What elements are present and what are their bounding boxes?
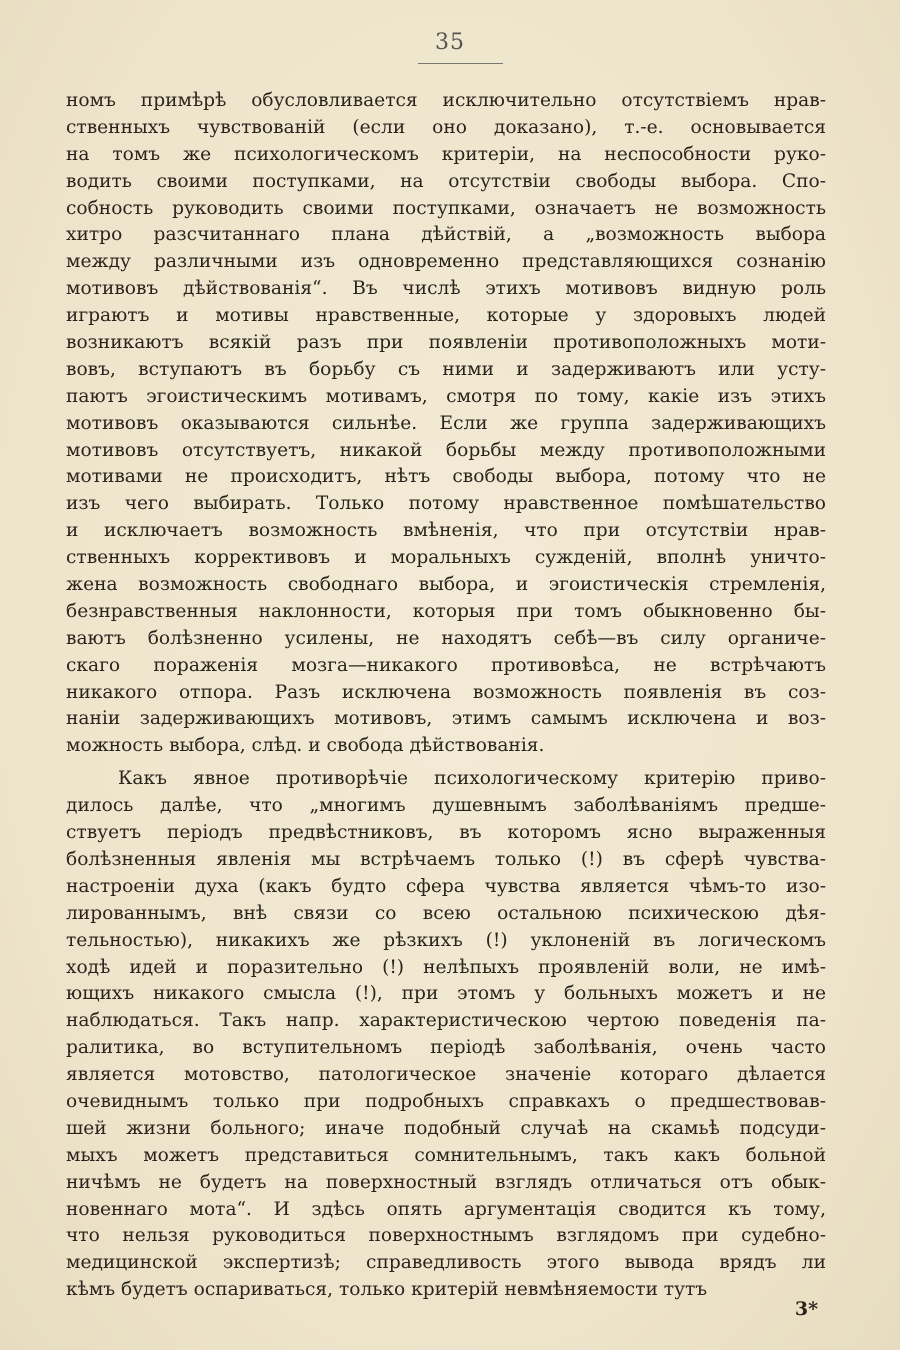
text-line: шей жизни больного; иначе подобный случаѣ на скамьѣ подсуди- — [66, 1117, 826, 1139]
text-line: мотивами не происходитъ, нѣтъ свободы выбора, потому что не — [66, 466, 826, 488]
text-line: можность выбора, слѣд. и свобода дѣйствованія. — [66, 735, 545, 757]
text-line: мотивовъ дѣйствованія“. Въ числѣ этихъ мотивовъ видную роль — [66, 278, 826, 300]
header-rule — [418, 63, 503, 64]
paragraph-1 — [66, 88, 826, 760]
text-line: ничѣмъ не будетъ на поверхностный взглядъ отличаться отъ обык- — [66, 1171, 826, 1193]
text-line: является мотовство, патологическое значеніе котораго дѣлается — [66, 1064, 826, 1086]
text-line: тельностью), никакихъ же рѣзкихъ (!) уклоненій въ логическомъ — [66, 929, 826, 951]
text-line: мотивовъ отсутствуетъ, никакой борьбы между противоположными — [66, 439, 826, 461]
text-line: настроеніи духа (какъ будто сфера чувства является чѣмъ-то изо- — [66, 875, 826, 897]
text-line: и исключаетъ возможность вмѣненія, что при отсутствіи нрав- — [66, 520, 826, 542]
text-line: Какъ явное противорѣчіе психологическому критерію приво- — [118, 768, 826, 790]
text-line: на томъ же психологическомъ критеріи, на неспособности руко- — [66, 143, 826, 165]
text-line: собность руководить своими поступками, означаетъ не возможность — [66, 197, 826, 219]
text-line: никакого отпора. Разъ исключена возможность появленія въ соз- — [66, 681, 826, 703]
text-line: водить своими поступками, на отсутствіи свободы выбора. Спо- — [66, 170, 826, 192]
text-line: медицинской экспертизѣ; справедливость этого вывода врядъ ли — [66, 1252, 826, 1274]
text-line: ственныхъ чувствованій (если оно доказано), т.-е. основывается — [66, 116, 826, 138]
text-line: изъ чего выбирать. Только потому нравственное помѣшательство — [66, 493, 826, 515]
text-line: ющихъ никакого смысла (!), при этомъ у больныхъ можетъ и не — [66, 983, 826, 1005]
text-line: жена возможность свободнаго выбора, и эгоистическія стремленія, — [66, 574, 826, 596]
text-line: ствуетъ періодъ предвѣстниковъ, въ которомъ ясно выраженныя — [66, 822, 826, 844]
text-line: кѣмъ будетъ оспариваться, только критерій невмѣняемости тутъ — [66, 1279, 708, 1301]
text-line: паютъ эгоистическимъ мотивамъ, смотря по тому, какіе изъ этихъ — [66, 385, 826, 407]
text-line: скаго пораженія мозга—никакого противовѣса, не встрѣчаютъ — [66, 654, 826, 676]
text-line: наблюдаться. Такъ напр. характеристическою чертою поведенія па- — [66, 1010, 826, 1032]
text-line: дилось далѣе, что „многимъ душевнымъ заболѣваніямъ предше- — [66, 795, 826, 817]
text-line: болѣзненныя явленія мы встрѣчаемъ только (!) въ сферѣ чувства- — [66, 848, 826, 870]
printer-signature: 3* — [794, 1298, 818, 1320]
paragraph-2 — [66, 766, 826, 1304]
page-number: 35 — [435, 30, 465, 55]
text-line: ходѣ идей и поразительно (!) нелѣпыхъ проявленій воли, не имѣ- — [66, 956, 826, 978]
text-line: между различными изъ одновременно представляющихся сознанію — [66, 251, 826, 273]
text-line: лированнымъ, внѣ связи со всею остальною психическою дѣя- — [66, 902, 826, 924]
text-line: мыхъ можетъ представиться сомнительнымъ, такъ какъ больной — [66, 1144, 826, 1166]
text-line: хитро разсчитаннаго плана дѣйствій, а „возможность выбора — [66, 224, 826, 246]
text-line: ралитика, во вступительномъ періодѣ заболѣванія, очень часто — [66, 1037, 826, 1059]
text-line: ваютъ болѣзненно усилены, не находятъ себѣ—въ силу органиче- — [66, 627, 826, 649]
text-line: вовъ, вступаютъ въ борьбу съ ними и задерживаютъ или усту- — [66, 358, 826, 380]
text-line: безнравственныя наклонности, которыя при томъ обыкновенно бы- — [66, 600, 826, 622]
text-line: мотивовъ оказываются сильнѣе. Если же группа задерживающихъ — [66, 412, 826, 434]
text-line: что нельзя руководиться поверхностнымъ взглядомъ при судебно- — [66, 1225, 826, 1247]
text-line: ственныхъ коррективовъ и моральныхъ сужденій, вполнѣ уничто- — [66, 547, 826, 569]
text-line: возникаютъ всякій разъ при появленіи противоположныхъ моти- — [66, 332, 826, 354]
body-text — [66, 88, 826, 1304]
text-line: новеннаго мота“. И здѣсь опять аргументація сводится къ тому, — [66, 1198, 826, 1220]
text-line: играютъ и мотивы нравственные, которые у здоровыхъ людей — [66, 305, 826, 327]
text-line: наніи задерживающихъ мотивовъ, этимъ самымъ исключена и воз- — [66, 708, 826, 730]
text-line: очевиднымъ только при подробныхъ справкахъ о предшествовав- — [66, 1090, 826, 1112]
text-line: номъ примѣрѣ обусловливается исключительно отсутствіемъ нрав- — [66, 90, 826, 111]
